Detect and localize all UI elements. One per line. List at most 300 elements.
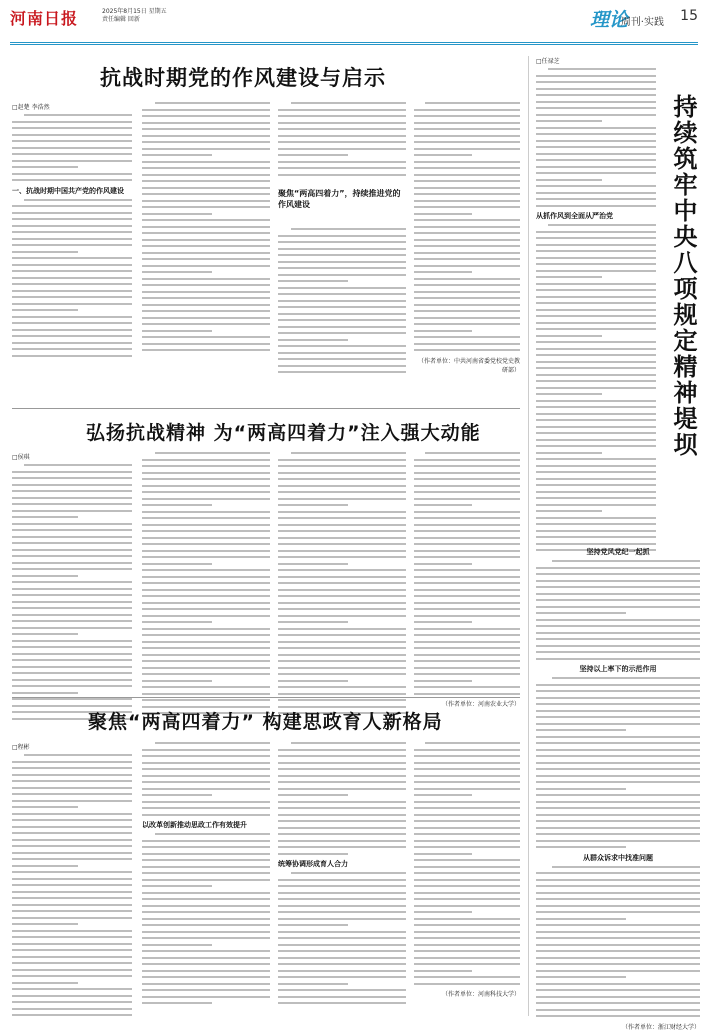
text-line: [155, 833, 270, 835]
text-line: [142, 905, 270, 907]
text-line: [142, 148, 270, 150]
text-line: [278, 141, 406, 143]
text-line: [536, 957, 700, 959]
text-line: [12, 173, 132, 175]
text-line: [536, 684, 700, 686]
text-line: [414, 232, 520, 234]
text-line: [12, 348, 132, 350]
text-line: [142, 673, 270, 675]
text-block: [536, 866, 700, 1018]
text-block: [12, 754, 132, 1016]
text-line: [12, 542, 132, 544]
text-line: [142, 749, 270, 751]
text-line: [536, 257, 656, 259]
text-line: [142, 775, 270, 777]
text-line: [536, 250, 656, 252]
text-line: [414, 879, 520, 881]
text-line: [536, 185, 656, 187]
text-line: [536, 393, 602, 395]
text-line: [536, 237, 656, 239]
text-line: [278, 248, 406, 250]
text-line: [142, 193, 270, 195]
text-line: [536, 120, 602, 122]
text-line: [12, 231, 132, 233]
text-line: [536, 924, 700, 926]
text-line: [536, 400, 656, 402]
text-line: [278, 879, 406, 881]
text-line: [536, 586, 700, 588]
issue-date: 2025年8月15日 星期五: [102, 8, 167, 15]
text-line: [142, 245, 270, 247]
text-line: [536, 983, 700, 985]
text-line: [414, 206, 520, 208]
text-line: [414, 667, 520, 669]
text-line: [278, 478, 406, 480]
page-number: 15: [680, 8, 698, 24]
text-line: [142, 465, 270, 467]
text-line: [414, 781, 520, 783]
text-line: [12, 666, 132, 668]
text-line: [12, 845, 132, 847]
text-line: [536, 931, 700, 933]
text-line: [536, 484, 656, 486]
text-line: [142, 174, 270, 176]
text-line: [12, 283, 132, 285]
text-line: [536, 419, 656, 421]
text-line: [278, 128, 406, 130]
text-line: [142, 602, 270, 604]
text-line: [12, 225, 132, 227]
text-line: [414, 641, 520, 643]
text-line: [12, 153, 132, 155]
text-line: [414, 749, 520, 751]
text-line: [414, 918, 520, 920]
text-line: [536, 231, 656, 233]
text-line: [12, 588, 132, 590]
text-line: [536, 276, 602, 278]
text-line: [414, 556, 520, 558]
text-line: [278, 673, 406, 675]
section-title: 理论: [589, 9, 628, 31]
text-line: [12, 871, 132, 873]
text-line: [536, 593, 700, 595]
text-line: [12, 238, 132, 240]
text-line: [536, 114, 656, 116]
article1-headline: 抗战时期党的作风建设与启示: [100, 66, 386, 90]
text-line: [12, 627, 132, 629]
text-line: [278, 762, 406, 764]
text-line: [414, 801, 520, 803]
article3-credit: （作者单位：河南科技大学）: [441, 991, 520, 998]
masthead: [10, 4, 698, 46]
text-line: [414, 193, 520, 195]
text-line: [142, 898, 270, 900]
text-line: [12, 335, 132, 337]
text-line: [536, 263, 656, 265]
text-line: [278, 963, 406, 965]
text-line: [12, 536, 132, 538]
text-line: [414, 768, 520, 770]
text-line: [142, 213, 212, 215]
article2-col1: [12, 452, 132, 724]
text-line: [278, 306, 406, 308]
text-line: [142, 680, 212, 682]
text-line: [278, 846, 406, 848]
text-line: [12, 800, 132, 802]
text-line: [12, 904, 132, 906]
text-line: [536, 133, 656, 135]
article3-subhead-2: 统筹协调形成育人合力: [278, 860, 348, 868]
text-block: [414, 452, 520, 695]
text-line: [414, 543, 520, 545]
text-line: [414, 478, 520, 480]
text-line: [414, 271, 472, 273]
text-line: [12, 322, 132, 324]
text-line: [142, 641, 270, 643]
text-line: [278, 274, 406, 276]
text-line: [142, 291, 270, 293]
text-line: [414, 931, 520, 933]
section-divider: [12, 697, 520, 698]
text-line: [24, 754, 132, 756]
text-line: [12, 601, 132, 603]
text-line: [536, 75, 656, 77]
text-line: [278, 853, 348, 855]
text-line: [278, 833, 406, 835]
text-line: [12, 774, 132, 776]
text-line: [278, 641, 406, 643]
text-line: [142, 141, 270, 143]
text-line: [278, 602, 406, 604]
text-line: [414, 898, 520, 900]
column-separator: [528, 56, 529, 1016]
text-line: [536, 937, 700, 939]
text-line: [12, 884, 132, 886]
text-line: [278, 814, 406, 816]
text-line: [12, 134, 132, 136]
text-line: [142, 485, 270, 487]
text-line: [12, 685, 132, 687]
text-line: [12, 910, 132, 912]
text-line: [536, 478, 656, 480]
text-line: [536, 651, 700, 653]
text-line: [142, 336, 270, 338]
article4-subhead-3: 坚持以上率下的示范作用: [579, 665, 657, 673]
text-line: [414, 459, 520, 461]
text-line: [142, 970, 270, 972]
text-line: [414, 608, 520, 610]
text-line: [142, 859, 270, 861]
text-line: [536, 768, 700, 770]
text-line: [414, 187, 520, 189]
text-line: [12, 897, 132, 899]
text-line: [155, 742, 270, 744]
text-line: [142, 330, 212, 332]
text-line: [12, 646, 132, 648]
text-line: [12, 865, 78, 867]
text-line: [414, 219, 520, 221]
article4-subhead-1: 从抓作风到全面从严治党: [536, 212, 613, 220]
text-line: [414, 846, 520, 848]
article3-col3: [278, 742, 406, 1009]
text-line: [142, 781, 270, 783]
text-line: [278, 319, 406, 321]
text-line: [12, 832, 132, 834]
text-line: [536, 697, 700, 699]
text-line: [142, 892, 270, 894]
text-line: [425, 452, 520, 454]
text-line: [278, 267, 406, 269]
text-line: [142, 109, 270, 111]
text-line: [278, 794, 348, 796]
text-line: [142, 317, 270, 319]
article1-col2: [142, 102, 270, 356]
text-line: [536, 198, 656, 200]
text-line: [12, 316, 132, 318]
text-line: [536, 348, 656, 350]
text-line: [12, 1001, 132, 1003]
text-line: [278, 115, 406, 117]
text-line: [414, 180, 520, 182]
text-line: [414, 963, 520, 965]
text-line: [12, 607, 132, 609]
section-name: 周刊·实践: [620, 17, 664, 28]
text-line: [142, 634, 270, 636]
text-line: [278, 898, 406, 900]
article4-col: [536, 56, 656, 556]
article4-credit: （作者单位：浙江财经大学）: [621, 1023, 700, 1031]
text-block: [12, 464, 132, 720]
text-line: [278, 465, 406, 467]
text-line: [278, 576, 406, 578]
text-line: [142, 924, 270, 926]
article1-subhead-1: 一、抗战时期中国共产党的作风建设: [12, 186, 124, 195]
text-line: [142, 595, 270, 597]
text-line: [536, 775, 700, 777]
text-line: [278, 634, 406, 636]
text-line: [536, 950, 700, 952]
text-line: [536, 814, 700, 816]
text-line: [142, 608, 270, 610]
text-line: [278, 543, 406, 545]
article1-quote-box: [278, 188, 406, 224]
text-line: [414, 297, 520, 299]
text-line: [278, 807, 406, 809]
text-line: [142, 180, 270, 182]
text-line: [414, 595, 520, 597]
text-line: [414, 892, 520, 894]
text-line: [12, 826, 132, 828]
text-line: [278, 498, 406, 500]
text-line: [414, 957, 520, 959]
text-line: [536, 580, 700, 582]
text-line: [142, 206, 270, 208]
text-line: [12, 594, 132, 596]
text-line: [414, 762, 520, 764]
text-line: [12, 270, 132, 272]
text-line: [12, 813, 132, 815]
text-line: [278, 517, 406, 519]
text-line: [278, 989, 406, 991]
text-line: [142, 768, 270, 770]
text-line: [414, 976, 520, 978]
text-line: [12, 503, 132, 505]
text-line: [278, 287, 406, 289]
text-line: [142, 478, 270, 480]
text-line: [291, 872, 406, 874]
text-line: [414, 304, 520, 306]
text-line: [536, 794, 700, 796]
text-block: [142, 102, 270, 351]
text-line: [278, 595, 406, 597]
text-line: [142, 931, 270, 933]
text-line: [12, 562, 132, 564]
article1-col4: [414, 102, 520, 374]
text-line: [12, 949, 132, 951]
text-line: [536, 374, 656, 376]
text-line: [278, 680, 348, 682]
text-line: [12, 127, 132, 129]
text-line: [536, 361, 656, 363]
text-line: [142, 872, 270, 874]
text-line: [414, 794, 472, 796]
text-line: [142, 621, 212, 623]
text-line: [414, 135, 520, 137]
text-line: [414, 673, 520, 675]
text-line: [278, 976, 406, 978]
text-line: [536, 244, 656, 246]
text-line: [548, 224, 656, 226]
text-line: [278, 254, 406, 256]
text-line: [278, 781, 406, 783]
text-line: [278, 371, 406, 373]
text-line: [536, 885, 700, 887]
text-line: [142, 814, 270, 816]
text-line: [142, 128, 270, 130]
text-line: [278, 654, 406, 656]
text-block: [536, 677, 700, 848]
text-line: [414, 245, 520, 247]
text-line: [142, 654, 270, 656]
text-line: [414, 950, 520, 952]
text-line: [12, 982, 78, 984]
text-line: [142, 686, 270, 688]
text-line: [414, 970, 472, 972]
text-line: [536, 510, 602, 512]
text-line: [536, 354, 656, 356]
article4-byline: □任禄芝: [536, 58, 560, 65]
text-line: [278, 892, 406, 894]
text-line: [414, 820, 520, 822]
text-line: [536, 341, 656, 343]
text-line: [414, 576, 520, 578]
text-line: [278, 950, 406, 952]
text-line: [142, 801, 270, 803]
text-block: [414, 742, 520, 985]
text-line: [142, 1002, 212, 1004]
text-block: [278, 452, 406, 714]
text-line: [278, 667, 406, 669]
text-line: [142, 524, 270, 526]
text-line: [278, 885, 406, 887]
text-line: [414, 472, 520, 474]
text-line: [142, 911, 270, 913]
text-line: [24, 199, 132, 201]
text-line: [142, 187, 270, 189]
article1-subhead-2: 聚焦“两高四着力”，持续推进党的作风建设: [278, 189, 401, 209]
text-line: [278, 647, 406, 649]
text-line: [536, 801, 700, 803]
text-line: [536, 81, 656, 83]
text-line: [12, 767, 132, 769]
text-line: [142, 550, 270, 552]
text-line: [414, 504, 472, 506]
text-line: [142, 885, 212, 887]
text-line: [278, 937, 406, 939]
text-line: [536, 996, 700, 998]
text-line: [12, 780, 132, 782]
text-line: [24, 114, 132, 116]
text-line: [142, 569, 270, 571]
article2-col2: [142, 452, 270, 719]
text-line: [414, 530, 520, 532]
text-line: [278, 589, 406, 591]
text-line: [536, 619, 700, 621]
text-line: [414, 122, 520, 124]
text-line: [12, 212, 132, 214]
text-line: [414, 343, 520, 345]
text-line: [536, 1009, 700, 1011]
text-line: [278, 569, 406, 571]
text-line: [536, 471, 656, 473]
text-line: [142, 161, 270, 163]
text-line: [536, 755, 700, 757]
text-line: [278, 241, 406, 243]
text-line: [536, 573, 700, 575]
text-line: [536, 452, 602, 454]
text-line: [414, 310, 520, 312]
text-line: [414, 944, 520, 946]
text-line: [12, 659, 132, 661]
masthead-info: [102, 8, 167, 24]
article2-col3: [278, 452, 406, 719]
text-block: [536, 68, 656, 207]
text-line: [142, 807, 270, 809]
text-line: [278, 840, 406, 842]
text-line: [142, 310, 270, 312]
text-line: [414, 911, 472, 913]
text-line: [142, 582, 270, 584]
text-line: [278, 970, 406, 972]
text-line: [12, 995, 132, 997]
text-line: [536, 762, 700, 764]
masthead-rule-secondary: [10, 44, 698, 45]
text-line: [536, 703, 700, 705]
article2-headline: 弘扬抗战精神 为“两高四着力”注入强大动能: [86, 422, 481, 444]
text-line: [12, 761, 132, 763]
text-line: [142, 167, 270, 169]
text-line: [536, 309, 656, 311]
text-line: [12, 787, 132, 789]
text-line: [536, 530, 656, 532]
text-line: [536, 710, 700, 712]
text-line: [552, 560, 700, 562]
text-line: [142, 537, 270, 539]
text-line: [12, 679, 132, 681]
text-line: [278, 109, 406, 111]
text-line: [536, 606, 700, 608]
text-line: [536, 970, 700, 972]
